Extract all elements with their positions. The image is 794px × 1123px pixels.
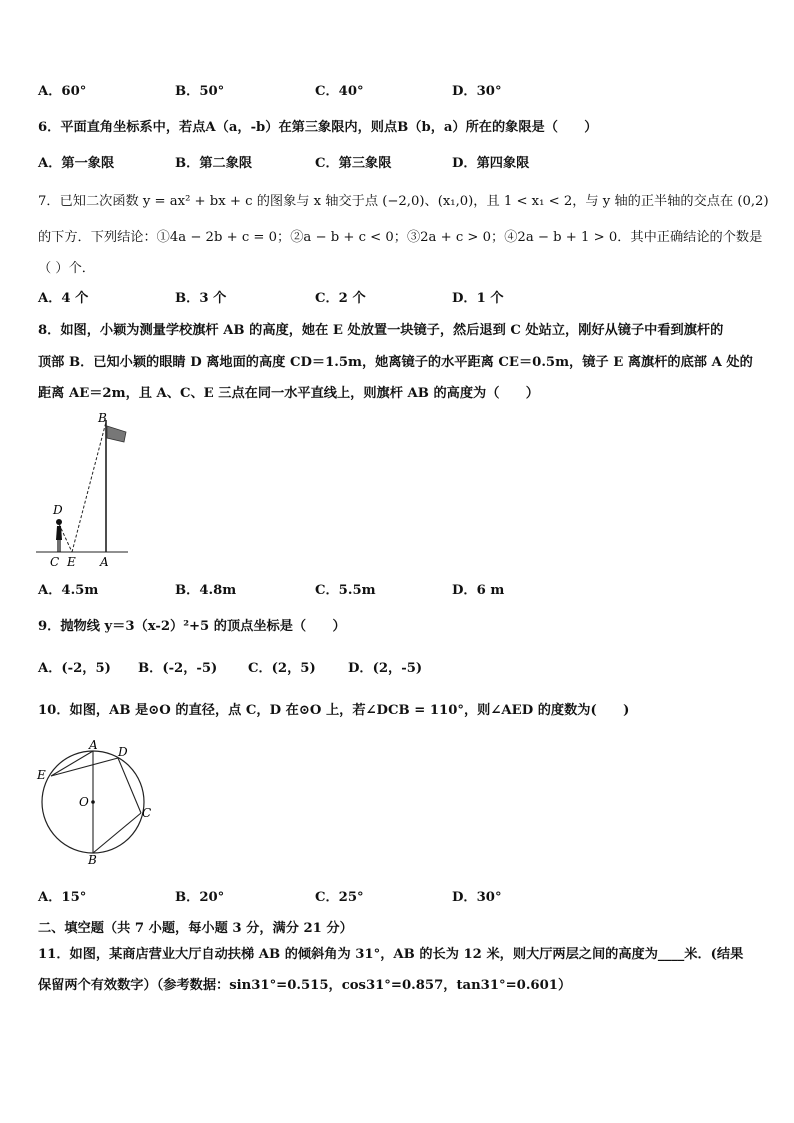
q9-option-b: B．(-2，-5) [138, 661, 218, 676]
label-c: C [142, 806, 152, 820]
q7-stem-line3: （ ）个． [38, 261, 95, 276]
q8-stem-line2: 顶部 B．已知小颖的眼睛 D 离地面的高度 CD＝1.5m，她离镜子的水平距离 CE＝0.5m，镜子 E 离旗杆的底部 A 处的 [38, 355, 753, 370]
label-e: E [37, 768, 46, 782]
q9-stem: 9．抛物线 y＝3（x-2）²+5 的顶点坐标是（ ） [38, 619, 346, 634]
label-c: C [50, 555, 60, 569]
q6-stem: 6．平面直角坐标系中，若点A（a，-b）在第三象限内，则点B（b，a）所在的象限是（ ） [38, 120, 598, 135]
q9-option-d: D．(2，-5) [348, 661, 423, 676]
q8-option-b: B．4.8m [175, 583, 237, 598]
label-a: A [100, 555, 109, 569]
label-d: D [118, 745, 128, 759]
q8-option-a: A．4.5m [38, 583, 99, 598]
sight-line-eb [72, 422, 106, 552]
girl-head [56, 519, 62, 525]
q7-stem-line2: 的下方．下列结论：①4a − 2b + c = 0；②a − b + c < 0；③2a + c > 0；④2a − b + 1 > 0．其中正确结论的个数是 [38, 230, 763, 245]
flag [107, 426, 126, 442]
q8-figure [30, 408, 140, 572]
label-d: D [53, 503, 63, 517]
q7-option-b: B．3 个 [175, 291, 227, 306]
q6-option-c: C．第三象限 [315, 156, 392, 171]
chord-ae [51, 751, 93, 776]
q5-option-c: C．40° [315, 84, 364, 99]
q11-stem-line1: 11．如图，某商店营业大厅自动扶梯 AB 的倾斜角为 31°，AB 的长为 12 米，则大厅两层之间的高度为____米．(结果 [38, 947, 744, 962]
q10-option-a: A．15° [38, 890, 87, 905]
q9-option-a: A．(-2，5) [38, 661, 111, 676]
q7-option-a: A．4 个 [38, 291, 89, 306]
q6-option-a: A．第一象限 [38, 156, 115, 171]
label-b: B [98, 411, 107, 425]
label-e: E [67, 555, 76, 569]
q7-option-c: C．2 个 [315, 291, 366, 306]
label-a: A [89, 738, 98, 752]
q5-option-a: A．60° [38, 84, 87, 99]
q10-option-b: B．20° [175, 890, 225, 905]
q10-option-c: C．25° [315, 890, 364, 905]
center-point [91, 800, 95, 804]
q8-option-c: C．5.5m [315, 583, 376, 598]
q6-option-d: D．第四象限 [452, 156, 530, 171]
q8-stem-line1: 8．如图，小颖为测量学校旗杆 AB 的高度，她在 E 处放置一块镜子，然后退到 C 处站立，刚好从镜子中看到旗杆的 [38, 323, 724, 338]
q7-stem-line1: 7．已知二次函数 y = ax² + bx + c 的图象与 x 轴交于点 (−2,0)、(x₁,0)，且 1 < x₁ < 2，与 y 轴的正半轴的交点在 (0,2) [38, 194, 769, 209]
q8-stem-line3: 距离 AE＝2m，且 A、C、E 三点在同一水平直线上，则旗杆 AB 的高度为（ ） [38, 386, 539, 401]
q8-option-d: D．6 m [452, 583, 505, 598]
q5-option-d: D．30° [452, 84, 502, 99]
q10-option-d: D．30° [452, 890, 502, 905]
q7-option-d: D．1 个 [452, 291, 504, 306]
label-b: B [88, 853, 97, 866]
girl-body [56, 526, 62, 540]
q6-option-b: B．第二象限 [175, 156, 253, 171]
q10-figure [32, 738, 160, 866]
q11-stem-line2: 保留两个有效数字）（参考数据：sin31°=0.515，cos31°=0.857，tan31°=0.601） [38, 978, 572, 993]
label-o: O [79, 795, 89, 809]
chord-ed [51, 758, 118, 776]
q9-option-c: C．(2，5) [248, 661, 316, 676]
q5-option-b: B．50° [175, 84, 225, 99]
q10-stem: 10．如图，AB 是⊙O 的直径，点 C，D 在⊙O 上，若∠DCB = 110°，则∠AED 的度数为( ) [38, 703, 630, 718]
section-2-heading: 二、填空题（共 7 小题，每小题 3 分，满分 21 分） [38, 921, 353, 936]
